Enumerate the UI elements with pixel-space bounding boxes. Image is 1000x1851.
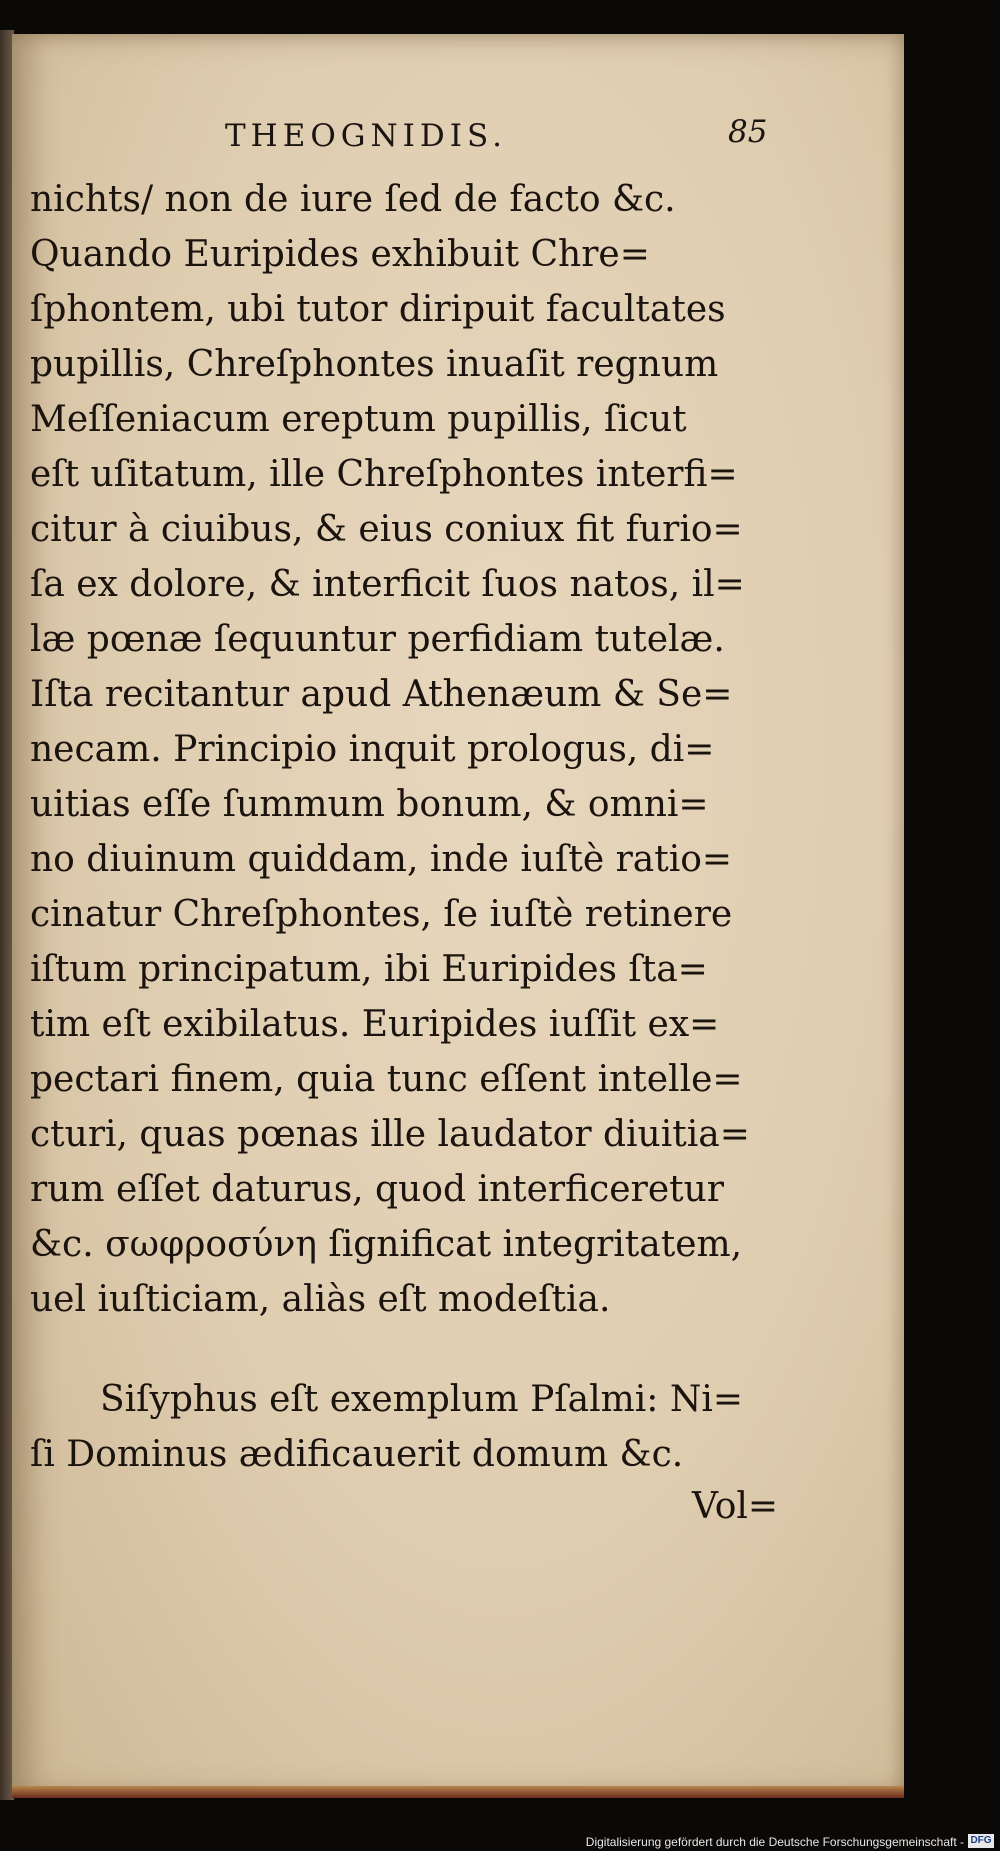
- text-line: iſtum principatum, ibi Euripides ſta=: [30, 949, 708, 990]
- text-line: Meſſeniacum ereptum pupillis, ſicut: [30, 399, 687, 440]
- text-line: pupillis, Chreſphontes inuaſit regnum: [30, 344, 719, 385]
- text-line: cturi, quas pœnas ille laudator diuitia=: [30, 1114, 750, 1155]
- text-line: eſt uſitatum, ille Chreſphontes interfi=: [30, 454, 738, 495]
- text-line: &c. σωφροσύνη ſignificat integritatem,: [30, 1224, 743, 1265]
- second-paragraph: [30, 1372, 790, 1482]
- text-line: ſa ex dolore, & interficit ſuos natos, il=: [30, 564, 745, 605]
- text-line: necam. Principio inquit prologus, di=: [30, 729, 715, 770]
- text-line: no diuinum quiddam, inde iuſtè ratio=: [30, 839, 733, 880]
- running-head: THEOGNIDIS.: [225, 118, 507, 154]
- text-line: ſphontem, ubi tutor diripuit facultates: [30, 289, 726, 330]
- text-line: citur à ciuibus, & eius coniux fit furio=: [30, 509, 743, 550]
- page-number: 85: [728, 114, 768, 150]
- main-paragraph: [30, 172, 790, 1327]
- text-line: uel iuſticiam, aliàs eſt modeſtia.: [30, 1279, 611, 1320]
- text-line: ſi Dominus ædificauerit domum &c.: [30, 1434, 684, 1475]
- dfg-logo-icon: DFG: [968, 1834, 994, 1848]
- text-line: Siſyphus eſt exemplum Pſalmi: Ni=: [100, 1379, 744, 1420]
- digitization-credit: Digitalisierung gefördert durch die Deutsche Forschungsgemeinschaft -: [585, 1835, 964, 1849]
- text-line: Iſta recitantur apud Athenæum & Se=: [30, 674, 733, 715]
- text-line: pectari finem, quia tunc eſſent intelle=: [30, 1059, 743, 1100]
- text-line: cinatur Chreſphontes, ſe iuſtè retinere: [30, 894, 733, 935]
- text-line: uitias eſſe ſummum bonum, & omni=: [30, 784, 709, 825]
- catchword: Vol=: [692, 1486, 779, 1527]
- page-bottom-edge: [12, 1786, 904, 1798]
- text-line: Quando Euripides exhibuit Chre=: [30, 234, 650, 275]
- text-line: tim eſt exibilatus. Euripides iuſſit ex=: [30, 1004, 720, 1045]
- text-line: læ pœnæ ſequuntur perfidiam tutelæ.: [30, 619, 725, 660]
- text-line: nichts/ non de iure ſed de facto &c.: [30, 179, 676, 220]
- text-line: rum eſſet daturus, quod interficeretur: [30, 1169, 724, 1210]
